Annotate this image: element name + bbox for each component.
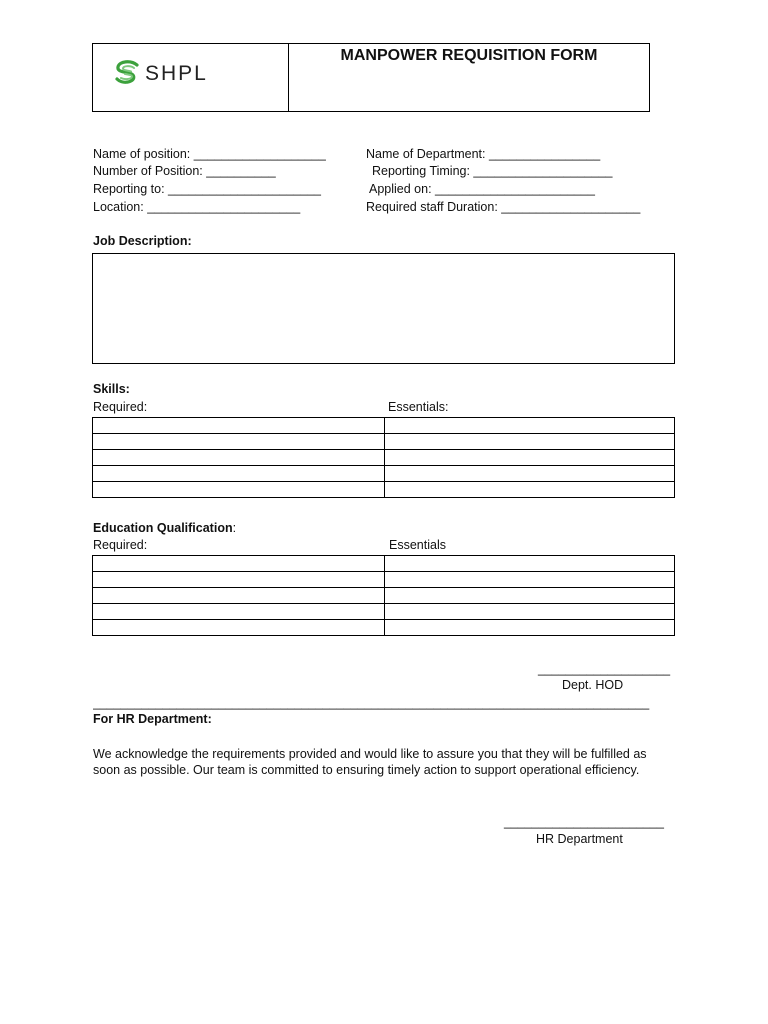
logo-cell (93, 44, 289, 111)
field-reporting-to[interactable]: Reporting to: ______________________ (93, 182, 321, 196)
field-applied-on[interactable]: Applied on: _______________________ (369, 182, 595, 196)
section-separator: ________________________________________________________________________________ (93, 696, 650, 710)
table-cell[interactable] (385, 604, 675, 620)
table-cell[interactable] (93, 482, 385, 498)
table-row (93, 466, 675, 482)
hod-signature-line[interactable]: ___________________ (538, 662, 671, 676)
education-colon: : (232, 521, 237, 535)
education-required-header: Required: (93, 538, 148, 552)
field-name-of-position[interactable]: Name of position: ___________________ (93, 147, 326, 161)
field-location[interactable]: Location: ______________________ (93, 200, 301, 214)
table-cell[interactable] (93, 466, 385, 482)
table-cell[interactable] (385, 482, 675, 498)
education-essentials-header: Essentials (389, 538, 446, 552)
education-label: Education Qualification (93, 521, 233, 535)
table-cell[interactable] (93, 604, 385, 620)
table-cell[interactable] (385, 620, 675, 636)
form-title: MANPOWER REQUISITION FORM (340, 47, 598, 64)
table-cell[interactable] (93, 450, 385, 466)
table-row (93, 418, 675, 434)
education-table (92, 555, 675, 636)
table-cell[interactable] (93, 588, 385, 604)
skills-label: Skills: (93, 382, 130, 396)
table-cell[interactable] (93, 418, 385, 434)
hr-signature-line[interactable]: _______________________ (504, 815, 664, 829)
field-required-staff-duration[interactable]: Required staff Duration: ____________________ (366, 200, 641, 214)
table-cell[interactable] (385, 588, 675, 604)
logo-text: SHPL (145, 62, 208, 85)
job-description-label: Job Description: (93, 234, 192, 248)
table-row (93, 588, 675, 604)
education-label-row (93, 521, 236, 535)
table-cell[interactable] (385, 556, 675, 572)
table-cell[interactable] (93, 620, 385, 636)
hr-section-label: For HR Department: (93, 712, 212, 726)
hr-acknowledgement-text: We acknowledge the requirements provided and would like to assure you that they will be fulfilled as soon as possible. Our team is committed to ensuring timely action to support operational efficiency. (93, 747, 647, 777)
table-cell[interactable] (385, 450, 675, 466)
skills-required-header: Required: (93, 400, 148, 414)
table-row (93, 556, 675, 572)
field-name-of-department[interactable]: Name of Department: ________________ (366, 147, 601, 161)
hod-label: Dept. HOD (562, 678, 624, 692)
title-cell (289, 44, 649, 111)
shpl-logo-icon (113, 58, 143, 88)
field-number-of-position[interactable]: Number of Position: __________ (93, 164, 276, 178)
form-header (92, 43, 650, 112)
table-cell[interactable] (385, 418, 675, 434)
hr-department-label: HR Department (536, 832, 623, 846)
table-cell[interactable] (385, 466, 675, 482)
table-cell[interactable] (385, 572, 675, 588)
table-row (93, 450, 675, 466)
table-cell[interactable] (385, 434, 675, 450)
field-reporting-timing[interactable]: Reporting Timing: ____________________ (372, 164, 613, 178)
skills-essentials-header: Essentials: (388, 400, 449, 414)
table-cell[interactable] (93, 572, 385, 588)
table-row (93, 604, 675, 620)
table-cell[interactable] (93, 556, 385, 572)
table-row (93, 620, 675, 636)
table-row (93, 434, 675, 450)
table-cell[interactable] (93, 434, 385, 450)
job-description-box[interactable] (92, 253, 675, 364)
skills-table (92, 417, 675, 498)
table-row (93, 482, 675, 498)
table-row (93, 572, 675, 588)
